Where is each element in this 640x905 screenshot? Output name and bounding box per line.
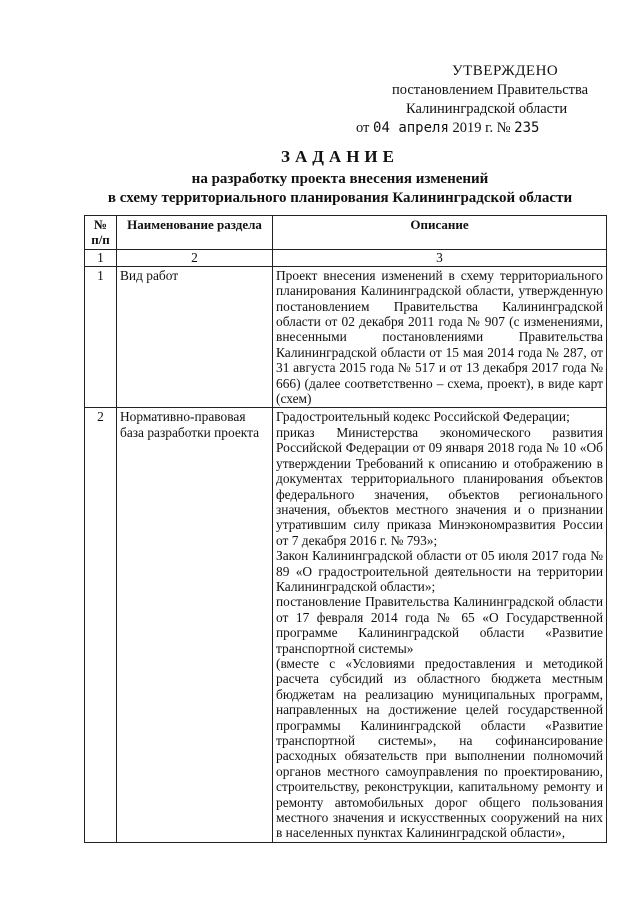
index-cell: 1: [85, 249, 117, 266]
document-subtitle-line2: в схему территориального планирования Калининградской области: [107, 190, 573, 206]
document-heading: [60, 147, 620, 208]
index-cell: 2: [117, 249, 273, 266]
row-section-name: Вид работ: [117, 266, 273, 408]
row-number: 2: [85, 408, 117, 842]
approval-number: 235: [514, 120, 540, 136]
approval-year: 2019 г. №: [452, 120, 511, 136]
description-paragraph: (вместе с «Условиями предоставления и методикой расчета субсидий из областного бюджета местным бюджетам на реализацию муниципальных программ, направленных на достижение целей государственной программы Калининградской области «Развитие транспортной системы», на софинансирование расходных обязательств при выполнении полномочий органов местного самоуправления по проектированию, строительству, реконструкции, капитальному ремонту и ремонту автомобильных дорог общего пользования местного значения и искусственных сооружений на них в населенных пунктах Калининградской области»,: [276, 655, 603, 841]
table-row: [85, 408, 607, 842]
description-paragraph: приказ Министерства экономического развития Российской Федерации от 09 января 2018 года № 10 «Об утверждении Требований к описанию и отображению в документах территориального планирования объектов федерального значения, объектов регионального значения, объектов местного значения и о признании утратившим силу приказа Минэкономразвития России от 7 декабря 2016 г. № 793»;: [276, 424, 603, 548]
approval-date-prefix: от: [356, 120, 370, 136]
approval-block: [356, 62, 616, 138]
approval-date-value: 04 апреля: [373, 120, 449, 136]
row-number: 1: [85, 266, 117, 408]
description-paragraph: Градостроительный кодекс Российской Федерации;: [276, 409, 570, 425]
approval-title: УТВЕРЖДЕНО: [452, 63, 559, 79]
table-header-row: [85, 216, 607, 250]
document-subtitle-line1: на разработку проекта внесения изменений: [191, 171, 489, 187]
header-section-name: Наименование раздела: [117, 216, 273, 250]
description-paragraph: Проект внесения изменений в схему территориального планирования Калининградской области, утвержденную постановлением Правительства Калининградской области от 02 декабря 2011 года № 907 (с изменениями, внесенными постановлениями Правительства Калининградской области от 15 мая 2014 года № 287, от 31 августа 2015 года № 517 и от 13 декабря 2017 года № 666) (далее соответственно – схема, проект), в виде карт (схем): [276, 267, 603, 407]
index-cell: 3: [273, 249, 607, 266]
document-title: ЗАДАНИЕ: [280, 147, 399, 166]
table-row: [85, 266, 607, 408]
header-description: Описание: [273, 216, 607, 250]
approval-region-line: Калининградской области: [406, 101, 568, 117]
approval-date-line: [356, 119, 616, 138]
row-description: [273, 408, 607, 842]
row-section-name: Нормативно-правовая база разработки проекта: [117, 408, 273, 842]
approval-resolution-line: постановлением Правительства: [392, 82, 589, 98]
description-paragraph: Закон Калининградской области от 05 июля 2017 года № 89 «О градостроительной деятельности на территории Калининградской области»;: [276, 548, 603, 594]
table-index-row: [85, 249, 607, 266]
header-number: № п/п: [85, 216, 117, 250]
description-paragraph: постановление Правительства Калининградской области от 17 февраля 2014 года № 65 «О Государственной программе Калининградской области «Развитие транспортной системы»: [276, 594, 603, 656]
task-table: [84, 215, 607, 843]
row-description: [273, 266, 607, 408]
